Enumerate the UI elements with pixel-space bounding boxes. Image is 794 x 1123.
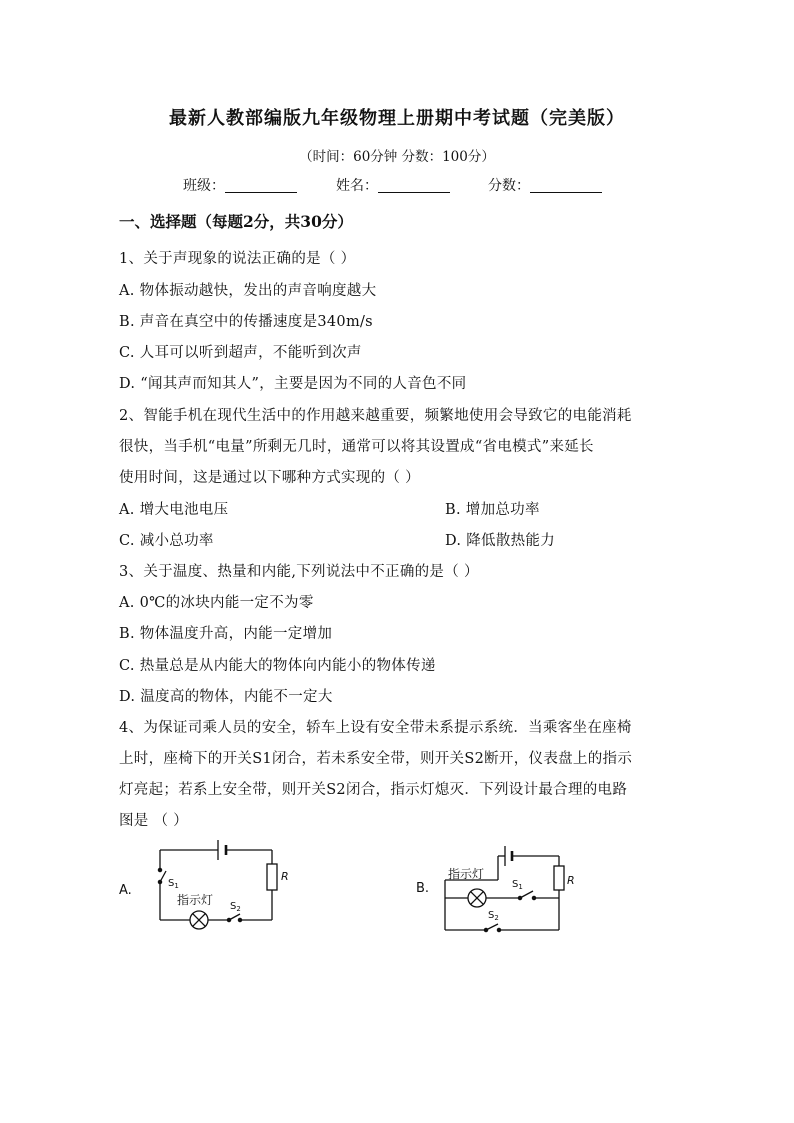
circuit-a-r-label: R [281, 870, 289, 883]
circuit-a-resistor [267, 864, 277, 890]
question-1-option-c: C. 人耳可以听到超声，不能听到次声 [119, 345, 362, 361]
section-heading: 一、选择题（每题2分，共30分） [119, 212, 353, 231]
question-1-stem: 1、关于声现象的说法正确的是（ ） [119, 251, 356, 267]
class-field [183, 175, 297, 195]
score-field [488, 175, 602, 195]
circuit-b-s1-label: $S_1$ [512, 879, 523, 891]
question-1-option-b: B. 声音在真空中的传播速度是340m/s [119, 314, 373, 330]
name-field [336, 175, 450, 195]
circuit-a-s2-label: $S_2$ [230, 901, 241, 913]
exam-subtitle: （时间：60分钟 分数：100分） [299, 149, 495, 165]
name-blank [378, 177, 450, 193]
name-label: 姓名： [336, 178, 378, 194]
circuit-b-s2-blade [486, 924, 498, 930]
circuit-a-s1-blade [160, 871, 166, 882]
question-2-stem-line-1: 2、智能手机在现代生活中的作用越来越重要，频繁地使用会导致它的电能消耗 [119, 408, 632, 424]
circuit-diagram-a [110, 836, 300, 941]
exam-title: 最新人教部编版九年级物理上册期中考试题（完美版） [169, 108, 625, 129]
circuit-b-r-label: R [567, 874, 575, 887]
class-blank [225, 177, 297, 193]
question-2-option-a: A. 增大电池电压 [119, 502, 229, 518]
question-4-stem-line-3: 灯亮起；若系上安全带，则开关S2闭合，指示灯熄灭．下列设计最合理的电路 [119, 782, 628, 798]
question-1-option-a: A. 物体振动越快，发出的声音响度越大 [119, 283, 377, 299]
score-label: 分数： [488, 178, 530, 194]
circuit-a-lamp-label: 指示灯 [177, 893, 214, 907]
circuit-b-lamp-label: 指示灯 [448, 867, 485, 881]
question-1-option-d: D. “闻其声而知其人”，主要是因为不同的人音色不同 [119, 376, 467, 392]
circuit-b-option-label: B. [416, 881, 430, 896]
circuit-a-option-label: A. [119, 883, 132, 898]
question-2-option-b: B. 增加总功率 [445, 502, 540, 518]
question-3-option-a: A. 0℃的冰块内能一定不为零 [119, 595, 314, 611]
question-3-option-d: D. 温度高的物体，内能不一定大 [119, 689, 333, 705]
question-4-stem-line-4: 图是 （ ） [119, 813, 189, 829]
circuit-a-s1-contact-top [158, 868, 161, 871]
question-3-stem: 3、关于温度、热量和内能,下列说法中不正确的是（ ） [119, 564, 479, 580]
question-2-option-d: D. 降低散热能力 [445, 533, 556, 549]
question-2-stem-line-2: 很快，当手机“电量”所剩无几时，通常可以将其设置成“省电模式”来延长 [119, 439, 594, 455]
question-4-stem-line-1: 4、为保证司乘人员的安全，轿车上设有安全带未系提示系统．当乘客坐在座椅 [119, 720, 632, 736]
question-3-option-b: B. 物体温度升高，内能一定增加 [119, 626, 333, 642]
score-blank [530, 177, 602, 193]
circuit-b-s1-blade [520, 891, 533, 898]
circuit-a-s1-label: $S_1$ [168, 878, 179, 890]
question-2-stem-line-3: 使用时间，这是通过以下哪种方式实现的（ ） [119, 470, 420, 486]
circuit-b-s2-label: $S_2$ [488, 910, 499, 922]
question-4-stem-line-2: 上时，座椅下的开关S1闭合，若未系安全带，则开关S2断开，仪表盘上的指示 [119, 751, 633, 767]
question-2-option-c: C. 减小总功率 [119, 533, 214, 549]
class-label: 班级： [183, 178, 225, 194]
question-3-option-c: C. 热量总是从内能大的物体向内能小的物体传递 [119, 658, 436, 674]
circuit-a-s2-contact-right [238, 918, 241, 921]
circuit-b-resistor [554, 866, 564, 890]
circuit-diagram-b [408, 842, 578, 942]
